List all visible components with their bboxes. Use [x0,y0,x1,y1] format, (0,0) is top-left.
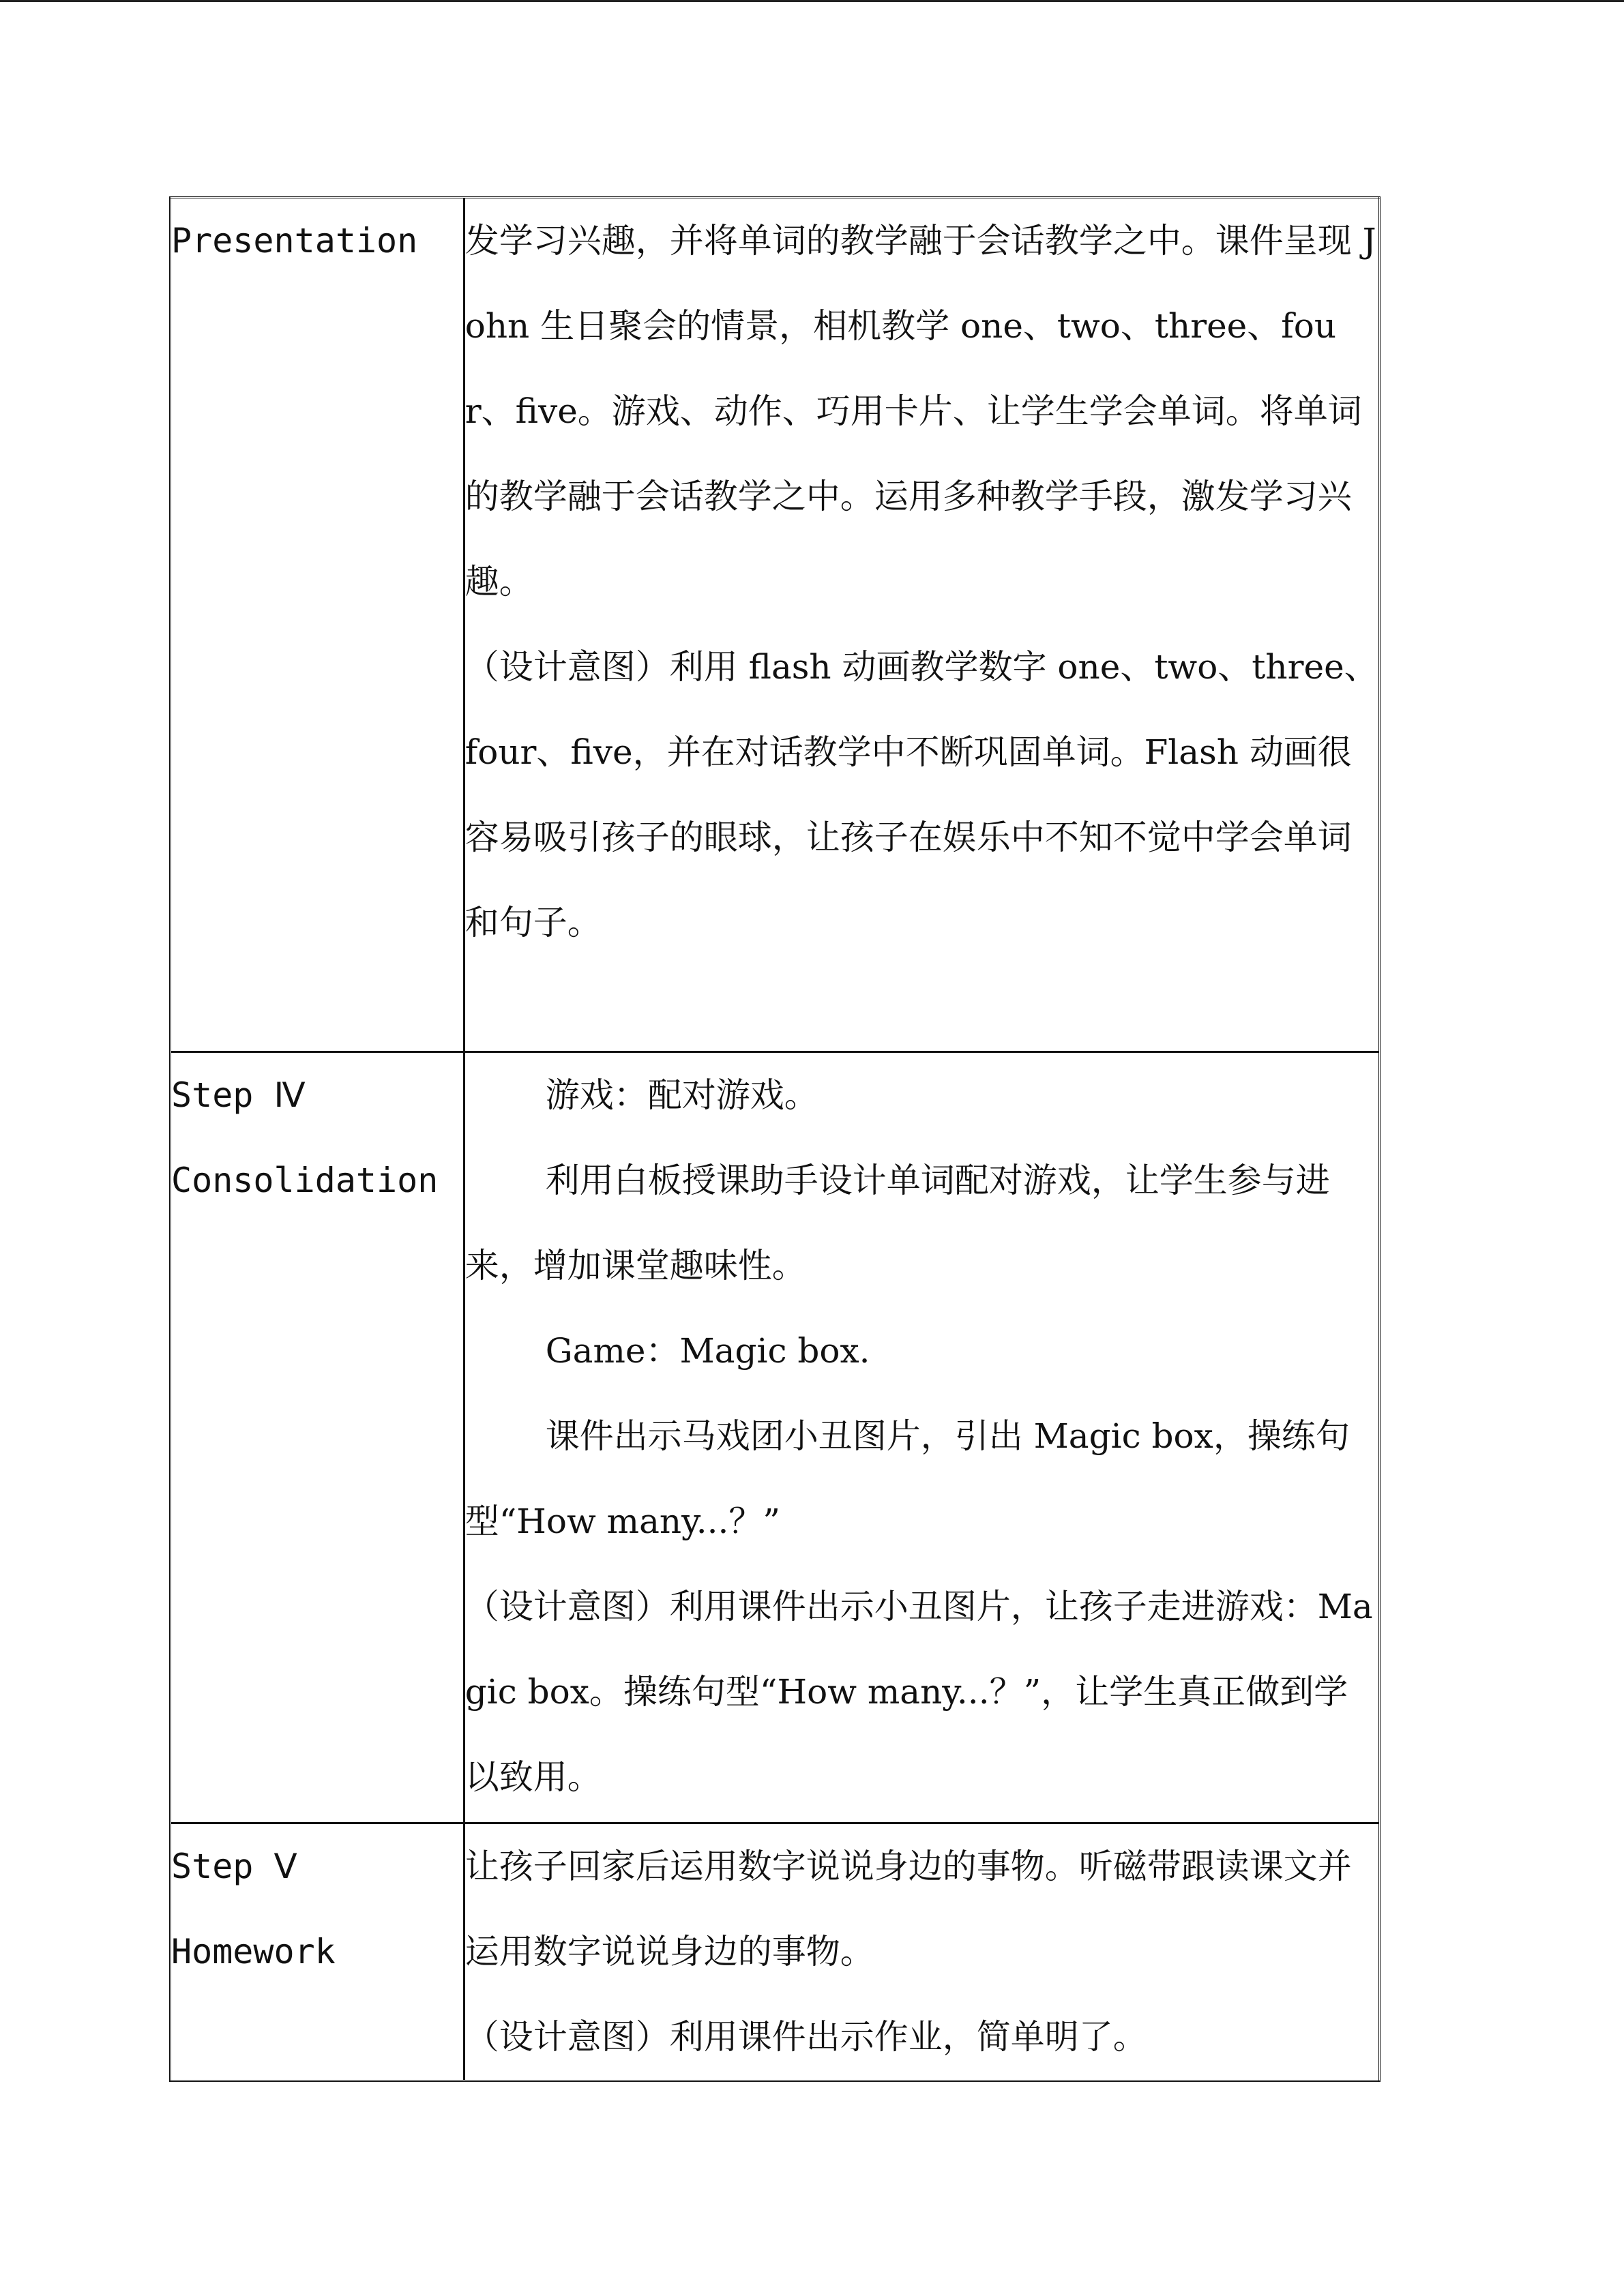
lesson-plan-table [169,196,1381,2082]
step-label: Homework [171,1932,336,1971]
activity-paragraph: 游戏：配对游戏。 [545,1075,818,1115]
table-row-consolidation [171,1052,1380,1823]
table-row-homework [171,1823,1380,2081]
content-cell [464,198,1379,1052]
design-intent-paragraph: （设计意图）利用课件出示小丑图片，让孩子走进游戏：Magic box。操练句型“How many...？”，让学生真正做到学以致用。 [464,1587,1373,1797]
table-row-presentation [171,198,1380,1052]
step-cell [171,1823,464,2081]
activity-paragraph: 发学习兴趣，并将单词的教学融于会话教学之中。课件呈现 John 生日聚会的情景，相机教学 one、two、three、four、five。游戏、动作、巧用卡片、让学生学会单词。将单词的教学融于会话教学之中。运用多种教学手段，激发学习兴趣。 [464,221,1376,601]
step-number: Step Ⅴ [171,1847,297,1886]
activity-paragraph: Game：Magic box. [545,1331,870,1371]
design-intent-paragraph: （设计意图）利用课件出示作业，简单明了。 [464,2017,1147,2057]
top-border-line [0,0,1624,2]
design-intent-paragraph: （设计意图）利用 flash 动画教学数字 one、two、three、four、five，并在对话教学中不断巩固单词。Flash 动画很容易吸引孩子的眼球，让孩子在娱乐中不知不觉中学会单词和句子。 [464,647,1378,942]
activity-paragraph: 让孩子回家后运用数字说说身边的事物。听磁带跟读课文并运用数字说说身边的事物。 [464,1847,1352,1971]
step-number: Step Ⅳ [171,1075,306,1115]
activity-paragraph: 利用白板授课助手设计单词配对游戏，让学生参与进来，增加课堂趣味性。 [464,1161,1330,1285]
step-cell [171,198,464,1052]
step-label: Consolidation [171,1161,439,1200]
content-cell [464,1823,1379,2081]
step-cell [171,1052,464,1823]
content-cell [464,1052,1379,1823]
activity-paragraph: 课件出示马戏团小丑图片，引出 Magic box，操练句型“How many...？” [464,1416,1350,1541]
step-label: Presentation [171,221,418,260]
